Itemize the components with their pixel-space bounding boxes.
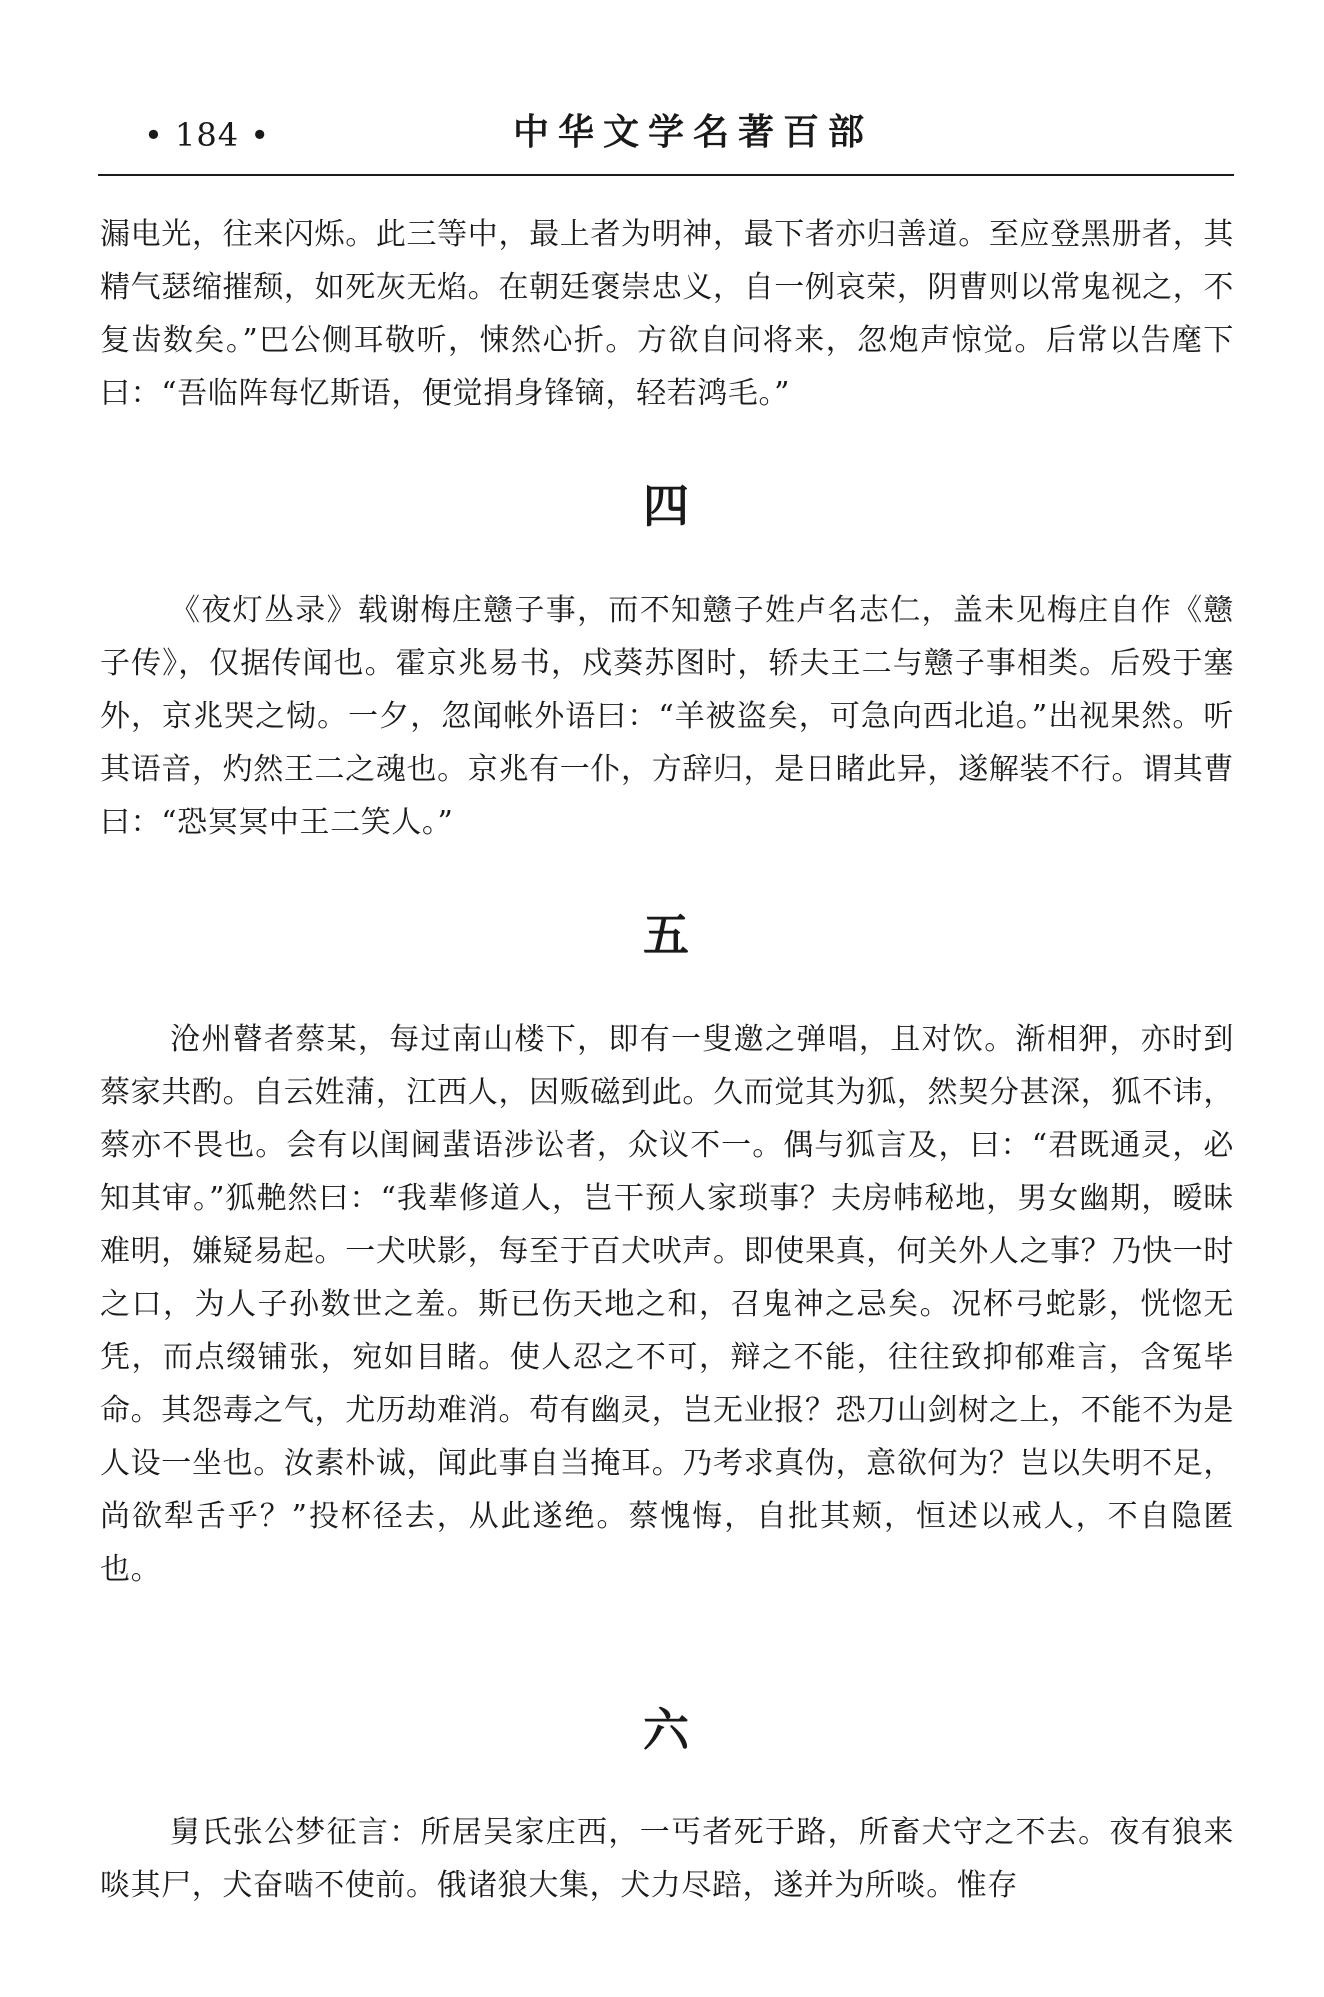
section-paragraph-6: 舅氏张公梦征言：所居吴家庄西，一丐者死于路，所畜犬守之不去。夜有狼来啖其尸，犬奋啮不使前。俄诸狼大集，犬力尽踣，遂并为所啖。惟存 — [100, 1815, 1234, 1903]
section-heading-5: 五 — [643, 908, 689, 962]
section-heading-4: 四 — [643, 479, 689, 533]
section-paragraph-4: 《夜灯丛录》载谢梅庄戆子事，而不知戆子姓卢名志仁，盖未见梅庄自作《戆子传》，仅据传闻也。霍京兆易书，戍葵苏图时，轿夫王二与戆子事相类。后殁于塞外，京兆哭之恸。一夕，忽闻帐外语曰：“羊被盗矣，可急向西北追。”出视果然。听其语音，灼然王二之魂也。京兆有一仆，方辞归，是日睹此异，遂解装不行。谓其曹曰：“恐冥冥中王二笑人。” — [100, 593, 1234, 840]
section-paragraph-5: 沧州瞽者蔡某，每过南山楼下，即有一叟邀之弹唱，且对饮。渐相狎，亦时到蔡家共酌。自云姓蒲，江西人，因贩磁到此。久而觉其为狐，然契分甚深，狐不讳，蔡亦不畏也。会有以闺阃蜚语涉讼者，众议不一。偶与狐言及，曰：“君既通灵，必知其审。”狐艴然曰：“我辈修道人，岂干预人家琐事？夫房帏秘地，男女幽期，暧昧难明，嫌疑易起。一犬吠影，每至于百犬吠声。即使果真，何关外人之事？乃快一时之口，为人子孙数世之羞。斯已伤天地之和，召鬼神之忌矣。况杯弓蛇影，恍惚无凭，而点缀铺张，宛如目睹。使人忍之不可，辩之不能，往往致抑郁难言，含冤毕命。其怨毒之气，尤历劫难消。苟有幽灵，岂无业报？恐刀山剑树之上，不能不为是人设一坐也。汝素朴诚，闻此事自当掩耳。乃考求真伪，意欲何为？岂以失明不足，尚欲犁舌乎？”投杯径去，从此遂绝。蔡愧悔，自批其颊，恒述以戒人，不自隐匿也。 — [100, 1022, 1234, 1587]
section-heading-6: 六 — [643, 1703, 689, 1757]
page-number: • 184 • — [144, 116, 271, 154]
continued-paragraph: 漏电光，往来闪烁。此三等中，最上者为明神，最下者亦归善道。至应登黑册者，其精气瑟缩摧颓，如死灰无焰。在朝廷褒崇忠义，自一例哀荣，阴曹则以常鬼视之，不复齿数矣。”巴公侧耳敬听，悚然心折。方欲自问将来，忽炮声惊觉。后常以告麾下曰：“吾临阵每忆斯语，便觉捐身锋镝，轻若鸿毛。” — [100, 217, 1234, 411]
book-title: 中华文学名著百部 — [513, 111, 874, 153]
page-header — [98, 98, 1234, 176]
